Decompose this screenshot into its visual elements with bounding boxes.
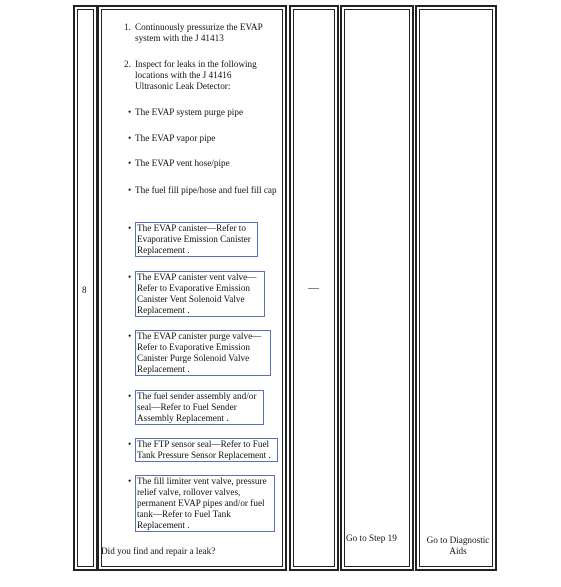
bullet-item: The EVAP system purge pipe bbox=[135, 107, 244, 117]
yes-cell bbox=[340, 5, 414, 571]
bullet-dot: • bbox=[128, 185, 132, 195]
bullet-dot: • bbox=[128, 158, 132, 168]
bullet-item: The EVAP vent hose/pipe bbox=[135, 158, 230, 168]
step-number: 8 bbox=[82, 285, 87, 295]
step-index: 1. bbox=[124, 22, 131, 32]
bullet-dot: • bbox=[128, 331, 132, 341]
no-cell bbox=[415, 5, 497, 571]
bullet-item: The fuel fill pipe/hose and fuel fill cap bbox=[135, 185, 277, 195]
step-text: Inspect for leaks in the following locations with the J 41416 Ultrasonic Leak Detector: bbox=[135, 59, 257, 91]
no-action-text: Go to Diagnostic Aids bbox=[426, 535, 490, 556]
bullet-dot: • bbox=[128, 476, 132, 486]
link-fuel-sender-replacement[interactable]: The fuel sender assembly and/or seal—Refer to Fuel Sender Assembly Replacement . bbox=[135, 390, 264, 425]
yes-action-text: Go to Step 19 bbox=[346, 533, 397, 543]
link-canister-replacement[interactable]: The EVAP canister—Refer to Evaporative Emission Canister Replacement . bbox=[135, 222, 258, 257]
bullet-dot: • bbox=[128, 272, 132, 282]
numbered-step bbox=[124, 59, 284, 92]
question-text: Did you find and repair a leak? bbox=[101, 546, 216, 556]
link-purge-valve-replacement[interactable]: The EVAP canister purge valve—Refer to Evaporative Emission Canister Purge Solenoid Valve Replacement . bbox=[135, 330, 271, 376]
step-index: 2. bbox=[124, 59, 131, 69]
bullet-dot: • bbox=[128, 107, 132, 117]
numbered-step bbox=[124, 22, 284, 44]
bullet-dot: • bbox=[128, 391, 132, 401]
value-text: — bbox=[308, 282, 319, 294]
step-text: Continuously pressurize the EVAP system with the J 41413 bbox=[135, 22, 263, 43]
bullet-dot: • bbox=[128, 223, 132, 233]
bullet-dot: • bbox=[128, 133, 132, 143]
link-vent-valve-replacement[interactable]: The EVAP canister vent valve—Refer to Evaporative Emission Canister Vent Solenoid Valve Replacement . bbox=[135, 271, 265, 317]
link-fuel-tank-replacement[interactable]: The fill limiter vent valve, pressure relief valve, rollover valves, permanent EVAP pipes and/or fuel tank—Refer to Fuel Tank Replacement . bbox=[135, 475, 275, 532]
bullet-dot: • bbox=[128, 439, 132, 449]
bullet-item: The EVAP vapor pipe bbox=[135, 133, 216, 143]
link-ftp-sensor-replacement[interactable]: The FTP sensor seal—Refer to Fuel Tank Pressure Sensor Replacement . bbox=[135, 438, 278, 462]
